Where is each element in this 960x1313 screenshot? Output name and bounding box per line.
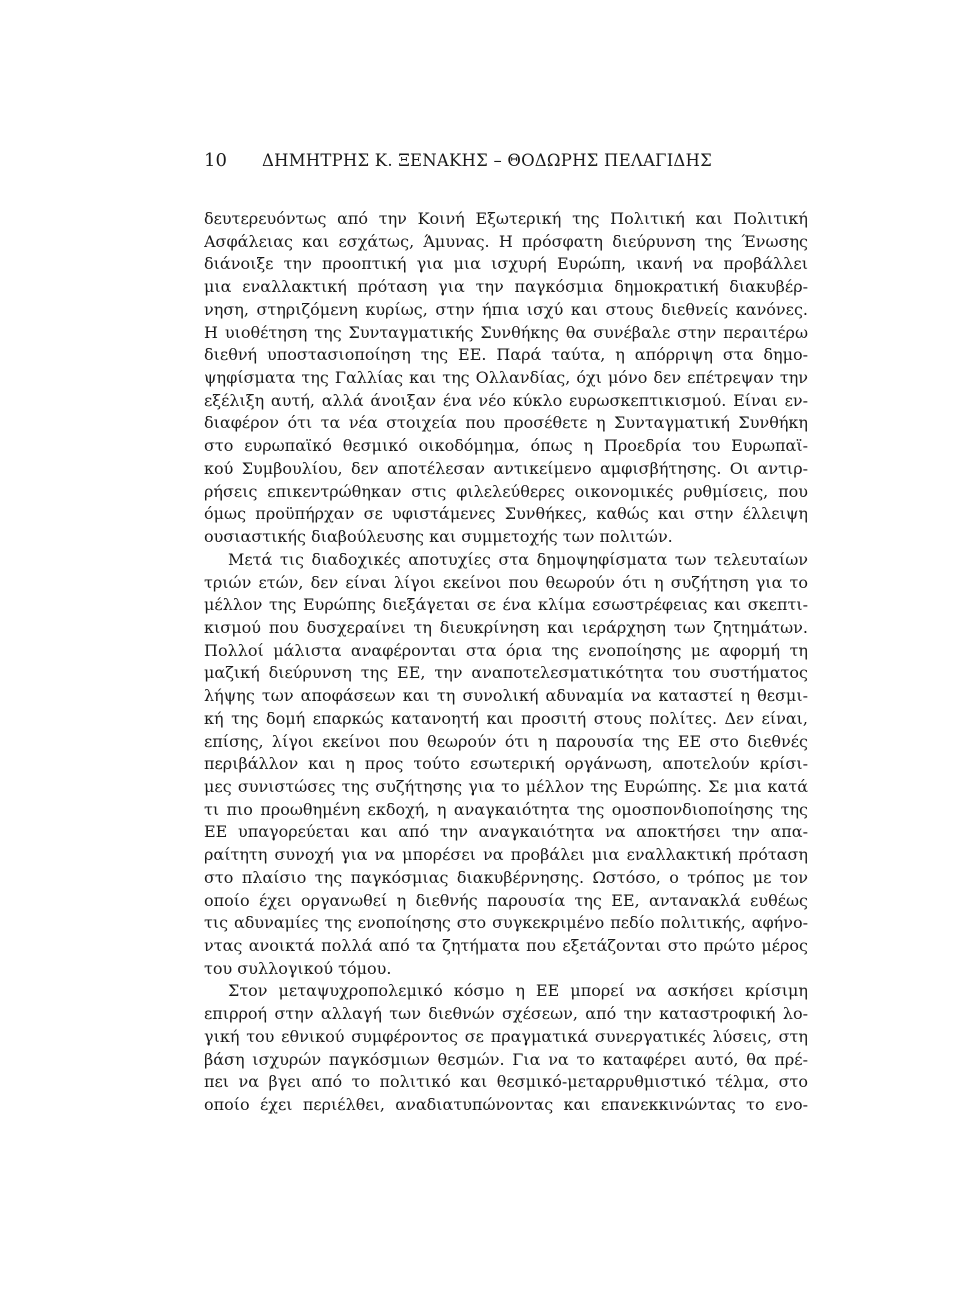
text-line: οποίο έχει οργανωθεί η διεθνής παρουσία της ΕΕ, αντανακλά ευθέως xyxy=(204,890,808,910)
text-line: κού Συμβουλίου, δεν αποτέλεσαν αντικείμενο αμφισβήτησης. Οι αντιρ- xyxy=(204,458,808,478)
text-line: κισμού που δυσχεραίνει τη διευκρίνηση και ιεράρχηση των ζητημάτων. xyxy=(204,617,808,637)
running-title: ΔΗΜΗΤΡΗΣ Κ. ΞΕΝΑΚΗΣ – ΘΟΔΩΡΗΣ ΠΕΛΑΓΙΔΗΣ xyxy=(262,151,712,170)
text-line: οποίο έχει περιέλθει, αναδιατυπώνοντας και επανεκκινώντας το ενο- xyxy=(204,1095,808,1115)
text-line: επίσης, λίγοι εκείνοι που θεωρούν ότι η παρουσία της ΕΕ στο διεθνές xyxy=(204,731,808,751)
text-line: διαφέρον ότι τα νέα στοιχεία που προσέθετε η Συνταγματική Συνθήκη xyxy=(204,413,808,433)
text-line: Στον μεταψυχροπολεμικό κόσμο η ΕΕ μπορεί να ασκήσει κρίσιμη xyxy=(228,981,808,1001)
text-line: Πολλοί μάλιστα αναφέρονται στα όρια της ενοποίησης με αφορμή τη xyxy=(204,640,808,660)
text-line: επιρροή στην αλλαγή των διεθνών σχέσεων, από την καταστροφική λο- xyxy=(204,1004,808,1024)
text-line: ψηφίσματα της Γαλλίας και της Ολλανδίας, όχι μόνο δεν επέτρεψαν την xyxy=(204,368,808,388)
text-line: λήψης των αποφάσεων και τη συνολική αδυναμία να καταστεί η θεσμι- xyxy=(204,686,808,706)
text-line: μες συνιστώσες της συζήτησης για το μέλλον της Ευρώπης. Σε μια κατά xyxy=(204,776,808,796)
text-line: τις αδυναμίες της ενοποίησης στο συγκεκριμένο πεδίο πολιτικής, αφήνο- xyxy=(204,913,808,933)
text-line: Η υιοθέτηση της Συνταγματικής Συνθήκης θα συνέβαλε στην περαιτέρω xyxy=(204,322,808,342)
text-line: μαζική διεύρυνση της ΕΕ, την αναποτελεσματικότητα του συστήματος xyxy=(204,663,808,683)
text-line: τριών ετών, δεν είναι λίγοι εκείνοι που θεωρούν ότι η συζήτηση για το xyxy=(204,572,808,592)
text-line: Ασφάλειας και εσχάτως, Άμυνας. Η πρόσφατη διεύρυνση της Ένωσης xyxy=(204,231,808,251)
text-line: Μετά τις διαδοχικές αποτυχίες στα δημοψηφίσματα των τελευταίων xyxy=(228,549,808,569)
text-line: πει να βγει από το πολιτικό και θεσμικό-μεταρρυθμιστικό τέλμα, στο xyxy=(204,1072,808,1092)
text-line: μέλλον της Ευρώπης διεξάγεται σε ένα κλίμα εσωστρέφειας και σκεπτι- xyxy=(204,595,808,615)
text-line: διάνοιξε την προοπτική για μια ισχυρή Ευρώπη, ικανή να προβάλλει xyxy=(204,254,808,274)
text-line: βάση ισχυρών παγκόσμιων θεσμών. Για να το καταφέρει αυτό, θα πρέ- xyxy=(204,1049,808,1069)
text-line: εξέλιξη αυτή, αλλά άνοιξαν ένα νέο κύκλο ευρωσκεπτικισμού. Είναι εν- xyxy=(204,390,808,410)
body-text xyxy=(204,208,808,1117)
text-line: τι πιο προωθημένη εκδοχή, η αναγκαιότητα της ομοσπονδιοποίησης της xyxy=(204,799,808,819)
text-line: γική του εθνικού συμφέροντος σε πραγματικά συνεργατικές λύσεις, στη xyxy=(204,1026,808,1046)
text-line: στο ευρωπαϊκό θεσμικό οικοδόμημα, όπως η Προεδρία του Ευρωπαϊ- xyxy=(204,436,808,456)
text-line: όμως προϋπήρχαν σε υφιστάμενες Συνθήκες, καθώς και στην έλλειψη xyxy=(204,504,808,524)
text-line: ντας ανοικτά πολλά από τα ζητήματα που εξετάζονται στο πρώτο μέρος xyxy=(204,936,808,955)
running-header xyxy=(204,150,808,180)
text-line: δευτερευόντως από την Κοινή Εξωτερική της Πολιτική και Πολιτική xyxy=(204,209,808,228)
page-number: 10 xyxy=(204,150,227,171)
text-line: μια εναλλακτική πρόταση για την παγκόσμια δημοκρατική διακυβέρ- xyxy=(204,277,808,297)
text-line: νηση, στηριζόμενη κυρίως, στην ήπια ισχύ και στους διεθνείς κανόνες. xyxy=(204,299,808,319)
text-line: του συλλογικού τόμου. xyxy=(204,958,392,978)
text-line: ρήσεις επικεντρώθηκαν στις φιλελεύθερες οικονομικές ρυθμίσεις, που xyxy=(204,481,808,501)
text-line: περιβάλλον και η προς τούτο εσωτερική οργάνωση, αποτελούν κρίσι- xyxy=(204,754,808,774)
text-line: ραίτητη συνοχή για να μπορέσει να προβάλει μια εναλλακτική πρόταση xyxy=(204,845,808,865)
text-line: κή της δομή επαρκώς κατανοητή και προσιτή στους πολίτες. Δεν είναι, xyxy=(204,708,808,728)
text-line: ουσιαστικής διαβούλευσης και συμμετοχής των πολιτών. xyxy=(204,527,673,547)
text-line: διεθνή υποστασιοποίηση της ΕΕ. Παρά ταύτα, η απόρριψη στα δημο- xyxy=(204,345,808,365)
text-line: ΕΕ υπαγορεύεται και από την αναγκαιότητα να αποκτήσει την απα- xyxy=(204,822,808,842)
book-page xyxy=(204,150,808,1117)
text-line: στο πλαίσιο της παγκόσμιας διακυβέρνησης. Ωστόσο, ο τρόπος με τον xyxy=(204,867,808,887)
